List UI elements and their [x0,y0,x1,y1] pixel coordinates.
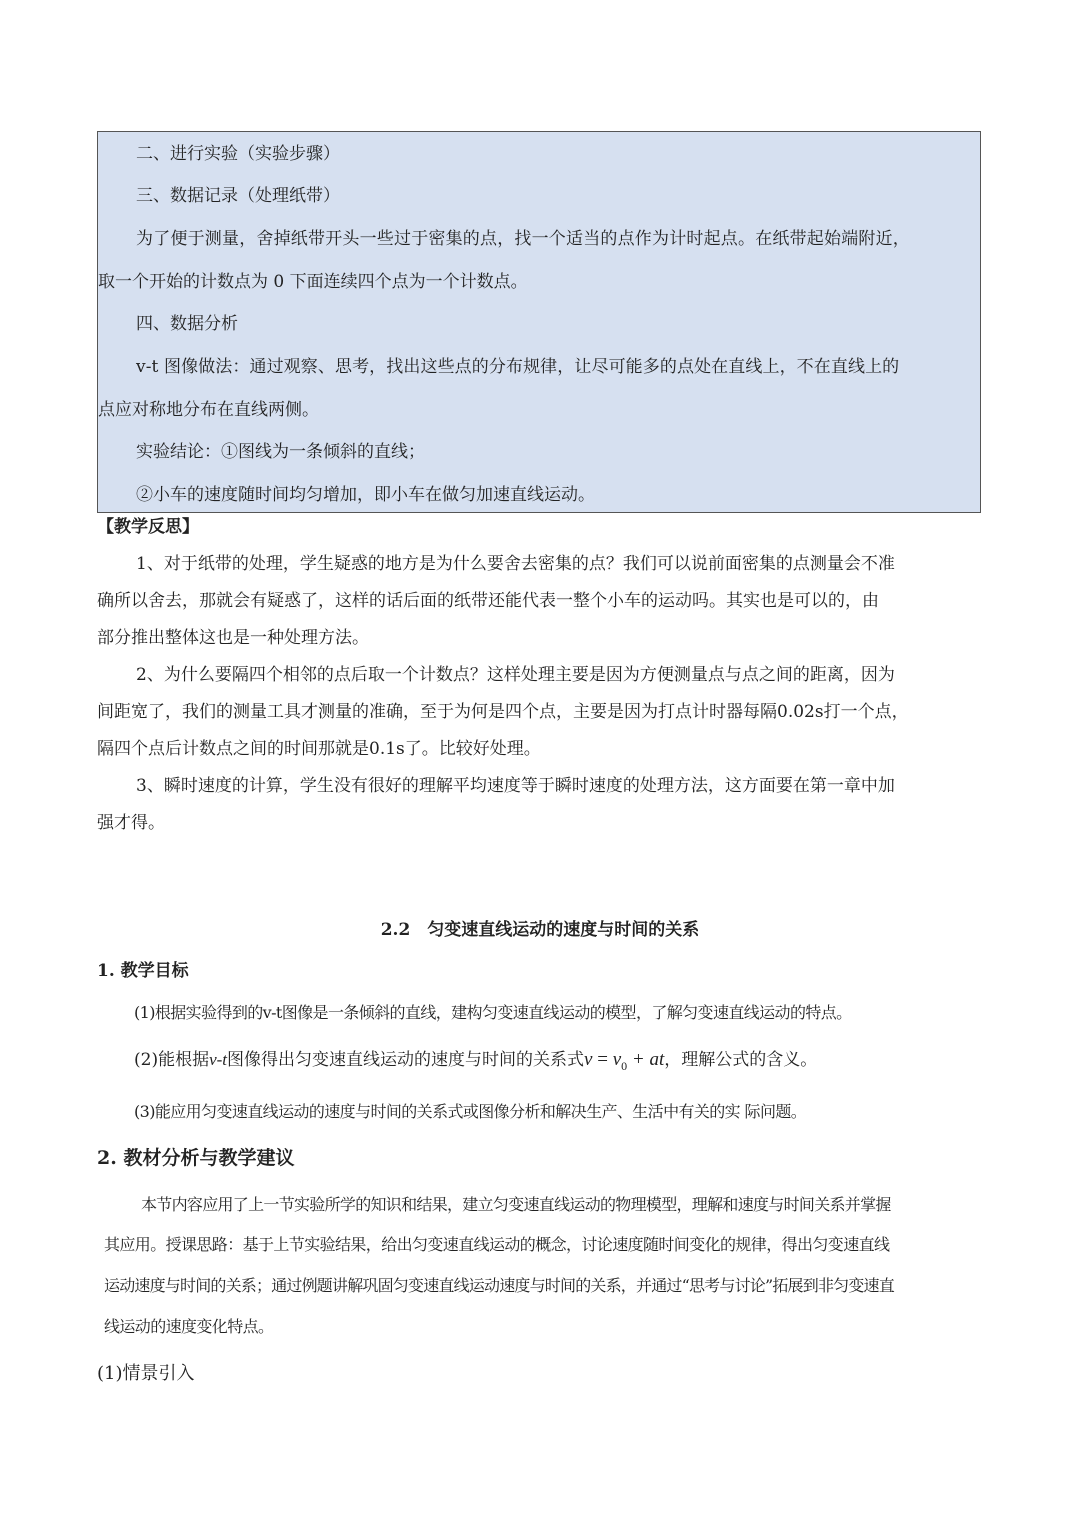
reflection-p2-line1: 2、为什么要隔四个相邻的点后取一个计数点？这样处理主要是因为方便测量点与点之间的距离，因为 [136,665,895,685]
reflection-p2-line2: 间距宽了，我们的测量工具才测量的准确，至于为何是四个点，主要是因为打点计时器每隔0.02s打一个点， [97,702,909,722]
box-line-analysis: 四、数据分析 [136,314,238,334]
box-line-measure: 为了便于测量，舍掉纸带开头一些过于密集的点，找一个适当的点作为计时起点。在纸带起始端附近， [136,229,910,249]
analysis-line3: 运动速度与时间的关系；通过例题讲解巩固匀变速直线运动速度与时间的关系，并通过“思考与讨论”拓展到非匀变速直 [104,1276,894,1295]
goal-2-suffix: ，理解公式的含义。 [664,1050,818,1070]
reflection-title: 【教学反思】 [97,517,199,537]
box-line-conclusion-2: ②小车的速度随时间均匀增加，即小车在做匀加速直线运动。 [136,485,595,505]
reflection-p2-line3: 隔四个点后计数点之间的时间那就是0.1s了。比较好处理。 [97,739,541,759]
goal-2-prefix: (2)能根据 [134,1050,210,1070]
reflection-p1-line1: 1、对于纸带的处理，学生疑惑的地方是为什么要舍去密集的点？我们可以说前面密集的点测量会不准 [136,554,895,574]
heading-material-analysis: 2. 教材分析与教学建议 [97,1147,295,1169]
formula-v: v [584,1049,593,1070]
goal-3: (3)能应用匀变速直线运动的速度与时间的关系式或图像分析和解决生产、生活中有关的实 际问题。 [134,1102,807,1121]
velocity-formula [584,1049,665,1073]
formula-rest: + at [627,1049,665,1070]
box-line-conclusion-1: 实验结论：①图线为一条倾斜的直线； [136,442,425,462]
goal-2-middle: 图像得出匀变速直线运动的速度与时间的关系式 [227,1050,585,1070]
box-line-step: 二、进行实验（实验步骤） [136,144,340,164]
box-line-symmetric: 点应对称地分布在直线两侧。 [98,400,319,420]
reflection-p1-line2: 确所以舍去，那就会有疑惑了，这样的话后面的纸带还能代表一整个小车的运动吗。其实也是可以的，由 [97,591,879,611]
formula-v0: v [612,1049,622,1070]
reflection-p3-line2: 强才得。 [97,813,165,833]
analysis-line4: 线运动的速度变化特点。 [104,1317,274,1336]
subheading-scenario-intro: (1)情景引入 [97,1363,195,1384]
goal-2 [134,1050,817,1076]
formula-subscript: 0 [621,1058,628,1073]
box-line-vt-method: v-t 图像做法：通过观察、思考，找出这些点的分布规律，让尽可能多的点处在直线上，不在直线上的 [136,357,900,377]
section-title: 2.2 匀变速直线运动的速度与时间的关系 [380,920,700,940]
analysis-line1: 本节内容应用了上一节实验所学的知识和结果，建立匀变速直线运动的物理模型，理解和速度与时间关系并掌握 [141,1195,891,1214]
goal-1: (1)根据实验得到的v-t图像是一条倾斜的直线，建构匀变速直线运动的模型，了解匀变速直线运动的特点。 [134,1003,852,1022]
formula-equals: = [592,1049,613,1070]
heading-teaching-goals: 1. 教学目标 [97,961,189,981]
goal-2-vt: v-t [209,1050,228,1069]
box-line-record: 三、数据记录（处理纸带） [136,186,340,206]
box-line-count: 取一个开始的计数点为 0 下面连续四个点为一个计数点。 [98,272,528,292]
reflection-p3-line1: 3、瞬时速度的计算，学生没有很好的理解平均速度等于瞬时速度的处理方法，这方面要在第一章中加 [136,776,895,796]
reflection-p1-line3: 部分推出整体这也是一种处理方法。 [97,628,369,648]
analysis-line2: 其应用。授课思路：基于上节实验结果，给出匀变速直线运动的概念，讨论速度随时间变化的规律，得出匀变速直线 [104,1235,890,1254]
experiment-summary-box [97,131,981,513]
